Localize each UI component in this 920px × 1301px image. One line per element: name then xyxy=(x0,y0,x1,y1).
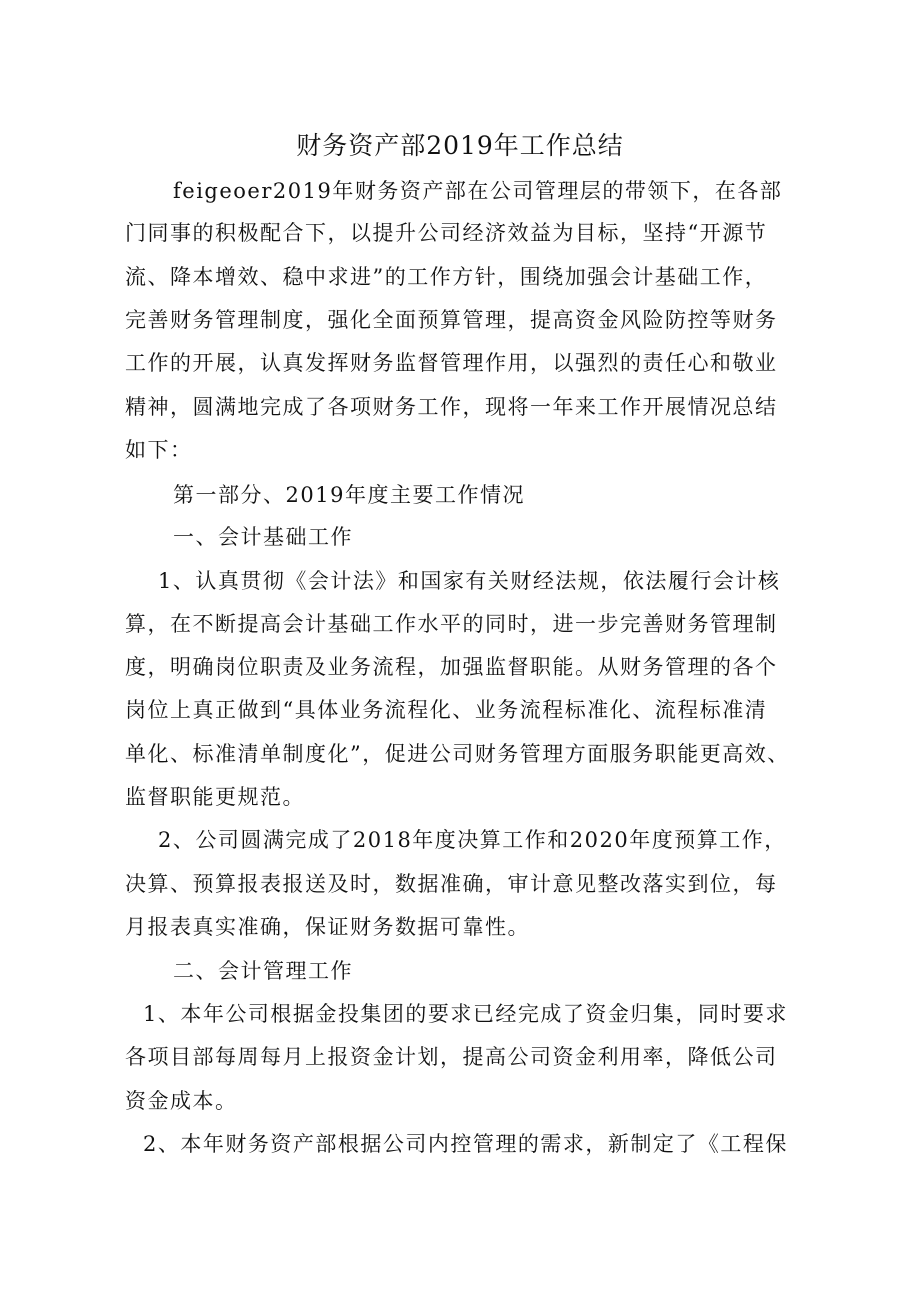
body-line: feigeoer2019年财务资产部在公司管理层的带领下，在各部 xyxy=(173,179,783,203)
subsection-heading: 二、会计管理工作 xyxy=(173,959,353,983)
body-line: 2、公司圆满完成了2018年度决算工作和2020年度预算工作， xyxy=(158,828,787,852)
body-line: 监督职能更规范。 xyxy=(125,785,305,809)
subsection-heading: 一、会计基础工作 xyxy=(173,525,353,549)
body-line: 精神，圆满地完成了各项财务工作，现将一年来工作开展情况总结 xyxy=(125,395,778,419)
body-line: 门同事的积极配合下，以提升公司经济效益为目标，坚持“开源节 xyxy=(125,221,768,245)
body-line: 决算、预算报表报送及时，数据准确，审计意见整改落实到位，每 xyxy=(125,872,778,896)
body-line: 资金成本。 xyxy=(125,1089,238,1113)
section-heading: 第一部分、2019年度主要工作情况 xyxy=(173,483,525,507)
body-line: 1、本年公司根据金投集团的要求已经完成了资金归集，同时要求 xyxy=(143,1002,788,1026)
body-line: 单化、标准清单制度化”，促进公司财务管理方面服务职能更高效、 xyxy=(125,742,790,766)
body-line: 完善财务管理制度，强化全面预算管理，提高资金风险防控等财务 xyxy=(125,308,778,332)
body-line: 如下： xyxy=(125,438,193,462)
body-line: 工作的开展，认真发挥财务监督管理作用，以强烈的责任心和敬业 xyxy=(125,351,778,375)
body-line: 流、降本增效、稳中求进”的工作方针，围绕加强会计基础工作， xyxy=(125,265,768,289)
body-line: 各项目部每周每月上报资金计划，提高公司资金利用率，降低公司 xyxy=(125,1045,778,1069)
body-line: 2、本年财务资产部根据公司内控管理的需求，新制定了《工程保 xyxy=(143,1132,788,1156)
body-line: 岗位上真正做到“具体业务流程化、业务流程标准化、流程标准清 xyxy=(125,698,768,722)
body-line: 算，在不断提高会计基础工作水平的同时，进一步完善财务管理制 xyxy=(125,612,778,636)
body-line: 1、认真贯彻《会计法》和国家有关财经法规，依法履行会计核 xyxy=(158,569,781,593)
body-line: 度，明确岗位职责及业务流程，加强监督职能。从财务管理的各个 xyxy=(125,655,778,679)
document-title: 财务资产部2019年工作总结 xyxy=(296,131,624,160)
body-line: 月报表真实准确，保证财务数据可靠性。 xyxy=(125,915,530,939)
